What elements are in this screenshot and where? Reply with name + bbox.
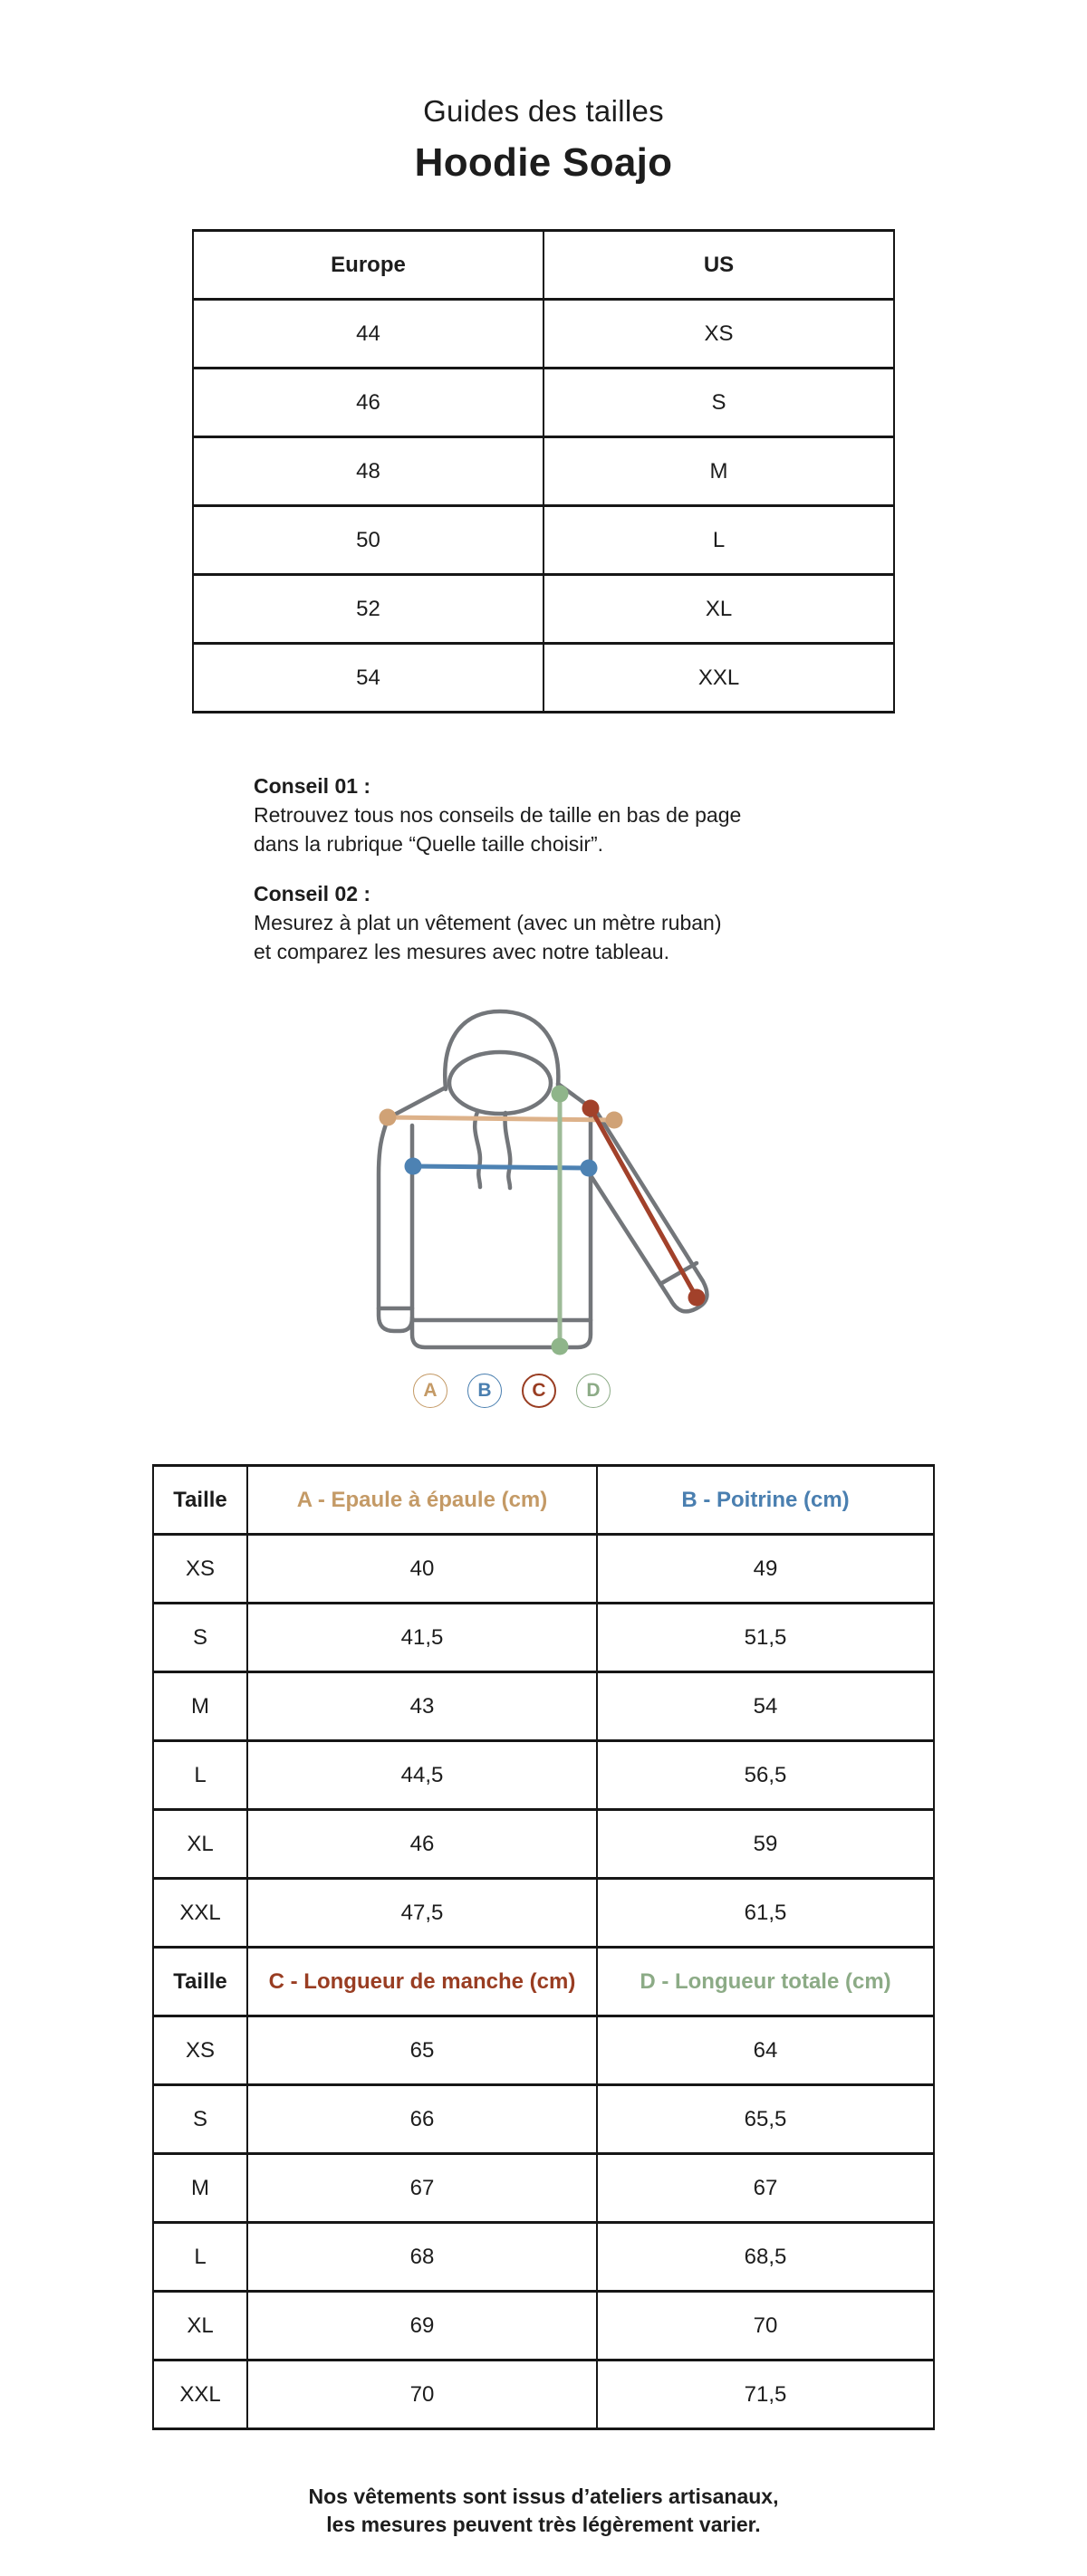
cell-chest: 49 <box>597 1535 934 1604</box>
table-row <box>153 2085 934 2154</box>
tip-1 <box>254 771 1087 858</box>
cell-size: S <box>153 2085 247 2154</box>
cell-sleeve: 65 <box>247 2016 597 2085</box>
hoodie-measurement-diagram-icon <box>362 1001 725 1374</box>
cell-us: XL <box>544 575 894 644</box>
dot-b-right <box>581 1160 598 1177</box>
measure-line-a-shoulder <box>388 1117 614 1120</box>
col-header-us: US <box>544 231 894 300</box>
table-row <box>193 575 894 644</box>
col-header-europe: Europe <box>193 231 544 300</box>
cell-eu: 46 <box>193 369 544 437</box>
legend-letter: C <box>532 1380 546 1401</box>
measurements-table <box>152 1464 935 2430</box>
cell-eu: 44 <box>193 300 544 369</box>
cell-size: XS <box>153 1535 247 1604</box>
dot-a-right <box>606 1112 623 1129</box>
tip-2-label: Conseil 02 : <box>254 882 371 905</box>
size-tips <box>254 771 1087 966</box>
cell-size: M <box>153 2154 247 2223</box>
cell-size: L <box>153 1741 247 1810</box>
drawstring-left <box>475 1112 480 1187</box>
cell-total-length: 64 <box>597 2016 934 2085</box>
legend-badge-b <box>467 1374 502 1408</box>
legend-badge-d <box>576 1374 611 1408</box>
cell-us: XXL <box>544 644 894 713</box>
tip-2-text-line2: et comparez les mesures avec notre tableau. <box>254 940 669 963</box>
table-header-row <box>193 231 894 300</box>
disclaimer-line2: les mesures peuvent très légèrement varier. <box>326 2513 761 2536</box>
col-header-total-length: D - Longueur totale (cm) <box>597 1948 934 2016</box>
page-header <box>0 0 1087 186</box>
measure-legend <box>413 1374 1087 1408</box>
drawstring-right <box>505 1113 511 1188</box>
page-subtitle: Guides des tailles <box>423 94 664 128</box>
hood-opening <box>449 1052 551 1114</box>
table-row <box>153 1741 934 1810</box>
body-outline <box>412 1111 591 1347</box>
cell-total-length: 65,5 <box>597 2085 934 2154</box>
cell-shoulder: 46 <box>247 1810 597 1879</box>
dot-d-bottom <box>552 1338 569 1355</box>
cell-size: S <box>153 1604 247 1672</box>
cell-chest: 56,5 <box>597 1741 934 1810</box>
cell-sleeve: 67 <box>247 2154 597 2223</box>
cell-eu: 48 <box>193 437 544 506</box>
table-row <box>153 2361 934 2429</box>
cell-shoulder: 43 <box>247 1672 597 1741</box>
cell-total-length: 71,5 <box>597 2361 934 2429</box>
cell-sleeve: 69 <box>247 2292 597 2361</box>
page-title: Hoodie Soajo <box>414 140 673 185</box>
dot-c-top <box>582 1100 600 1117</box>
cell-sleeve: 66 <box>247 2085 597 2154</box>
cell-eu: 54 <box>193 644 544 713</box>
table-row <box>193 300 894 369</box>
table-row <box>153 1810 934 1879</box>
cell-chest: 61,5 <box>597 1879 934 1948</box>
table-row <box>153 2223 934 2292</box>
legend-badge-a <box>413 1374 447 1408</box>
hoodie-outline <box>379 1011 707 1347</box>
table-row <box>193 369 894 437</box>
cell-eu: 50 <box>193 506 544 575</box>
legend-letter: B <box>477 1380 492 1401</box>
disclaimer-line1: Nos vêtements sont issus d’ateliers artisanaux, <box>308 2485 779 2508</box>
table-header-row-ab <box>153 1466 934 1535</box>
table-row <box>153 1535 934 1604</box>
cell-chest: 51,5 <box>597 1604 934 1672</box>
col-header-shoulder: A - Epaule à épaule (cm) <box>247 1466 597 1535</box>
cell-total-length: 68,5 <box>597 2223 934 2292</box>
table-row <box>193 437 894 506</box>
legend-badge-c <box>522 1374 556 1408</box>
table-row <box>153 1879 934 1948</box>
cell-us: M <box>544 437 894 506</box>
table-row <box>153 2154 934 2223</box>
cell-sleeve: 68 <box>247 2223 597 2292</box>
cell-us: XS <box>544 300 894 369</box>
cell-size: M <box>153 1672 247 1741</box>
col-header-chest: B - Poitrine (cm) <box>597 1466 934 1535</box>
legend-letter: D <box>586 1380 601 1401</box>
left-shoulder-line <box>388 1087 446 1118</box>
dot-c-bottom <box>688 1289 706 1307</box>
dot-a-left <box>380 1109 397 1126</box>
disclaimer <box>0 2483 1087 2539</box>
tip-1-label: Conseil 01 : <box>254 774 371 798</box>
legend-letter: A <box>423 1380 438 1401</box>
tip-1-text-line1: Retrouvez tous nos conseils de taille en bas de page <box>254 803 742 827</box>
tip-2-text-line1: Mesurez à plat un vêtement (avec un mètre ruban) <box>254 911 722 934</box>
col-header-taille: Taille <box>153 1948 247 2016</box>
measurement-diagram-section <box>0 1001 1087 1408</box>
cell-sleeve: 70 <box>247 2361 597 2429</box>
measure-line-b-chest <box>413 1166 589 1168</box>
cell-us: L <box>544 506 894 575</box>
table-row <box>193 644 894 713</box>
table-header-row-cd <box>153 1948 934 2016</box>
cell-total-length: 67 <box>597 2154 934 2223</box>
tip-2 <box>254 879 1087 966</box>
cell-shoulder: 47,5 <box>247 1879 597 1948</box>
dot-b-left <box>405 1158 422 1175</box>
cell-size: XL <box>153 2292 247 2361</box>
table-row <box>153 2016 934 2085</box>
cell-total-length: 70 <box>597 2292 934 2361</box>
cell-size: XL <box>153 1810 247 1879</box>
size-conversion-table <box>192 229 895 713</box>
cell-size: L <box>153 2223 247 2292</box>
col-header-taille: Taille <box>153 1466 247 1535</box>
cell-shoulder: 40 <box>247 1535 597 1604</box>
cell-shoulder: 44,5 <box>247 1741 597 1810</box>
col-header-sleeve: C - Longueur de manche (cm) <box>247 1948 597 2016</box>
table-row <box>193 506 894 575</box>
dot-d-top <box>552 1086 569 1103</box>
table-row <box>153 1672 934 1741</box>
left-sleeve-outline <box>379 1119 412 1331</box>
cell-eu: 52 <box>193 575 544 644</box>
cell-size: XXL <box>153 1879 247 1948</box>
table-row <box>153 1604 934 1672</box>
cell-size: XS <box>153 2016 247 2085</box>
cell-shoulder: 41,5 <box>247 1604 597 1672</box>
cell-size: XXL <box>153 2361 247 2429</box>
cell-chest: 59 <box>597 1810 934 1879</box>
tip-1-text-line2: dans la rubrique “Quelle taille choisir”. <box>254 832 604 856</box>
cell-us: S <box>544 369 894 437</box>
cell-chest: 54 <box>597 1672 934 1741</box>
table-row <box>153 2292 934 2361</box>
